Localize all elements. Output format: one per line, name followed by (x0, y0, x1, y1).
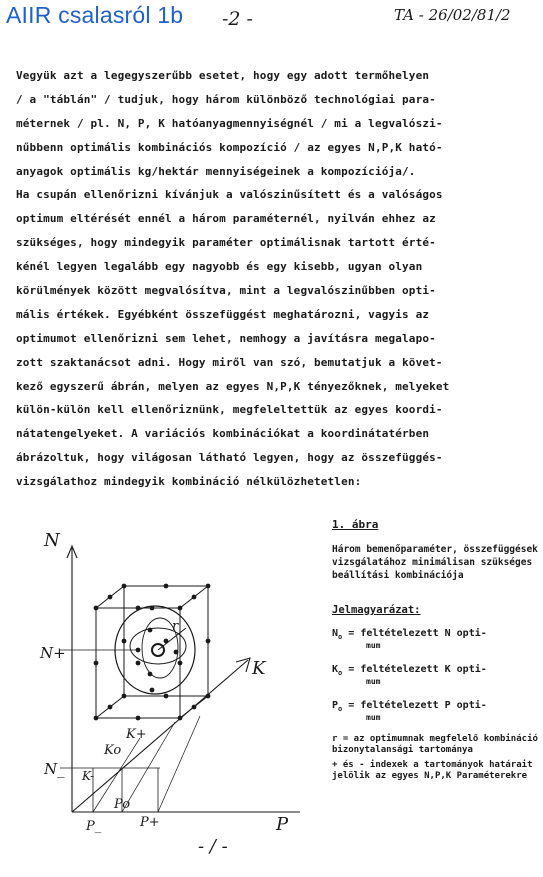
text-line: kénél legyen legalább egy nagyobb és egy kisebb, ugyan olyan (16, 260, 423, 274)
legend-p-wrap: mum (366, 713, 381, 722)
legend-n-subscript: o (338, 633, 343, 641)
npk-coordinate-figure (0, 510, 330, 870)
legend-n-text: = feltételezett N opti- (348, 628, 487, 639)
p-plus-label: P+ (140, 815, 160, 830)
legend-item-n (332, 628, 540, 652)
text-line: / a "táblán" / tudjuk, hogy három különböző technológiai para- (16, 92, 436, 106)
figure-label: 1. ábra (332, 518, 379, 531)
legend-k-text: = feltételezett K opti- (348, 664, 487, 675)
p-o-label: Po (114, 797, 131, 812)
legend-k-wrap: mum (366, 677, 381, 686)
text-line: körülmények között megvalósítva, mint a legvalószinűbben opti- (16, 284, 436, 298)
axis-k-label: K (252, 658, 266, 679)
legend-title: Jelmagyarázat: (332, 604, 421, 616)
document-id: TA - 26/02/81/2 (394, 6, 511, 24)
text-line: mális értékek. Egyébként összefüggést meghatározni, vagyis az (16, 307, 430, 321)
legend-k-symbol: K (332, 664, 339, 675)
text-line: optimumot ellenőrizni sem lehet, nemhogy a javításra megalapo- (16, 331, 436, 345)
n-plus-label: N+ (40, 644, 66, 662)
handwritten-header-label: AIIR csalasról 1b (6, 2, 184, 28)
legend-item-p (332, 700, 540, 724)
text-line: zott szaktanácsot adni. Hogy miről van szó, bemutatjuk a követ- (16, 355, 443, 369)
legend-item-r: r = az optimumnak megfelelő kombináció bizonytalansági tartománya (332, 734, 538, 755)
text-line: Vegyük azt a legegyszerűbb esetet, hogy egy adott termőhelyen (16, 69, 430, 82)
figure-caption: Három bemenőparaméter, összefüggések vizsgálatához minimálisan szükséges beállítási kombinációja (332, 544, 538, 581)
legend-p-symbol: P (332, 700, 339, 711)
legend-k-subscript: o (338, 669, 343, 677)
legend-p-subscript: o (338, 705, 343, 713)
text-line: Ha csupán ellenőrizni kívánjuk a valószinűsített és a valóságos (16, 188, 443, 202)
text-line: vizsgálathoz mindegyik kombináció nélkülözhetetlen: (16, 475, 362, 489)
p-minus-label: P_ (86, 819, 102, 834)
text-line: nátatengelyeket. A variációs kombinációkat a koordinátatérben (16, 427, 430, 441)
legend-item-k (332, 664, 540, 688)
text-line: optimum eltérését ennél a három paraméternél, nyilván ehhez az (16, 212, 436, 226)
text-line: anyagok optimális kg/hektár mennyiségeinek a kompozíciója/. (16, 164, 416, 178)
legend-n-symbol: N (332, 628, 339, 639)
page-footer-mark: - / - (198, 836, 228, 857)
text-line: ábrázoltuk, hogy világosan látható legyen, hogy az összefüggés- (16, 451, 443, 465)
text-line: kező egyszerű ábrán, melyen az egyes N,P,K tényezőknek, melyeket (16, 379, 450, 393)
axis-p-label: P (276, 814, 289, 835)
r-label: r (172, 619, 179, 634)
legend-p-text: = feltételezett P opti- (348, 700, 487, 711)
n-minus-label: N_ (44, 760, 65, 778)
text-line: külön-külön kell ellenőriznünk, megfeleltettük az egyes koordi- (16, 403, 443, 417)
text-line: szükséges, hogy mindegyik paraméter optimálisnak tartott érté- (16, 236, 436, 250)
page-number-mark: -2 - (222, 8, 253, 30)
legend-item-plus-minus: + és - indexek a tartományok határait jelölik az egyes N,P,K Paraméterekre (332, 760, 533, 781)
text-line: nűbbenn optimális kombinációs kompozíció / az egyes N,P,K ható- (16, 140, 443, 154)
k-minus-label: K- (82, 769, 95, 783)
axis-n-label: N (44, 530, 60, 551)
k-axis (72, 660, 248, 812)
body-text (16, 64, 536, 494)
legend-panel (332, 518, 540, 782)
k-o-label: Ko (104, 743, 122, 758)
k-plus-label: K+ (126, 727, 147, 742)
legend-n-wrap: mum (366, 641, 381, 650)
text-line: méternek / pl. N, P, K hatóanyagmennyiségnél / mi a legvalószi- (16, 116, 443, 130)
